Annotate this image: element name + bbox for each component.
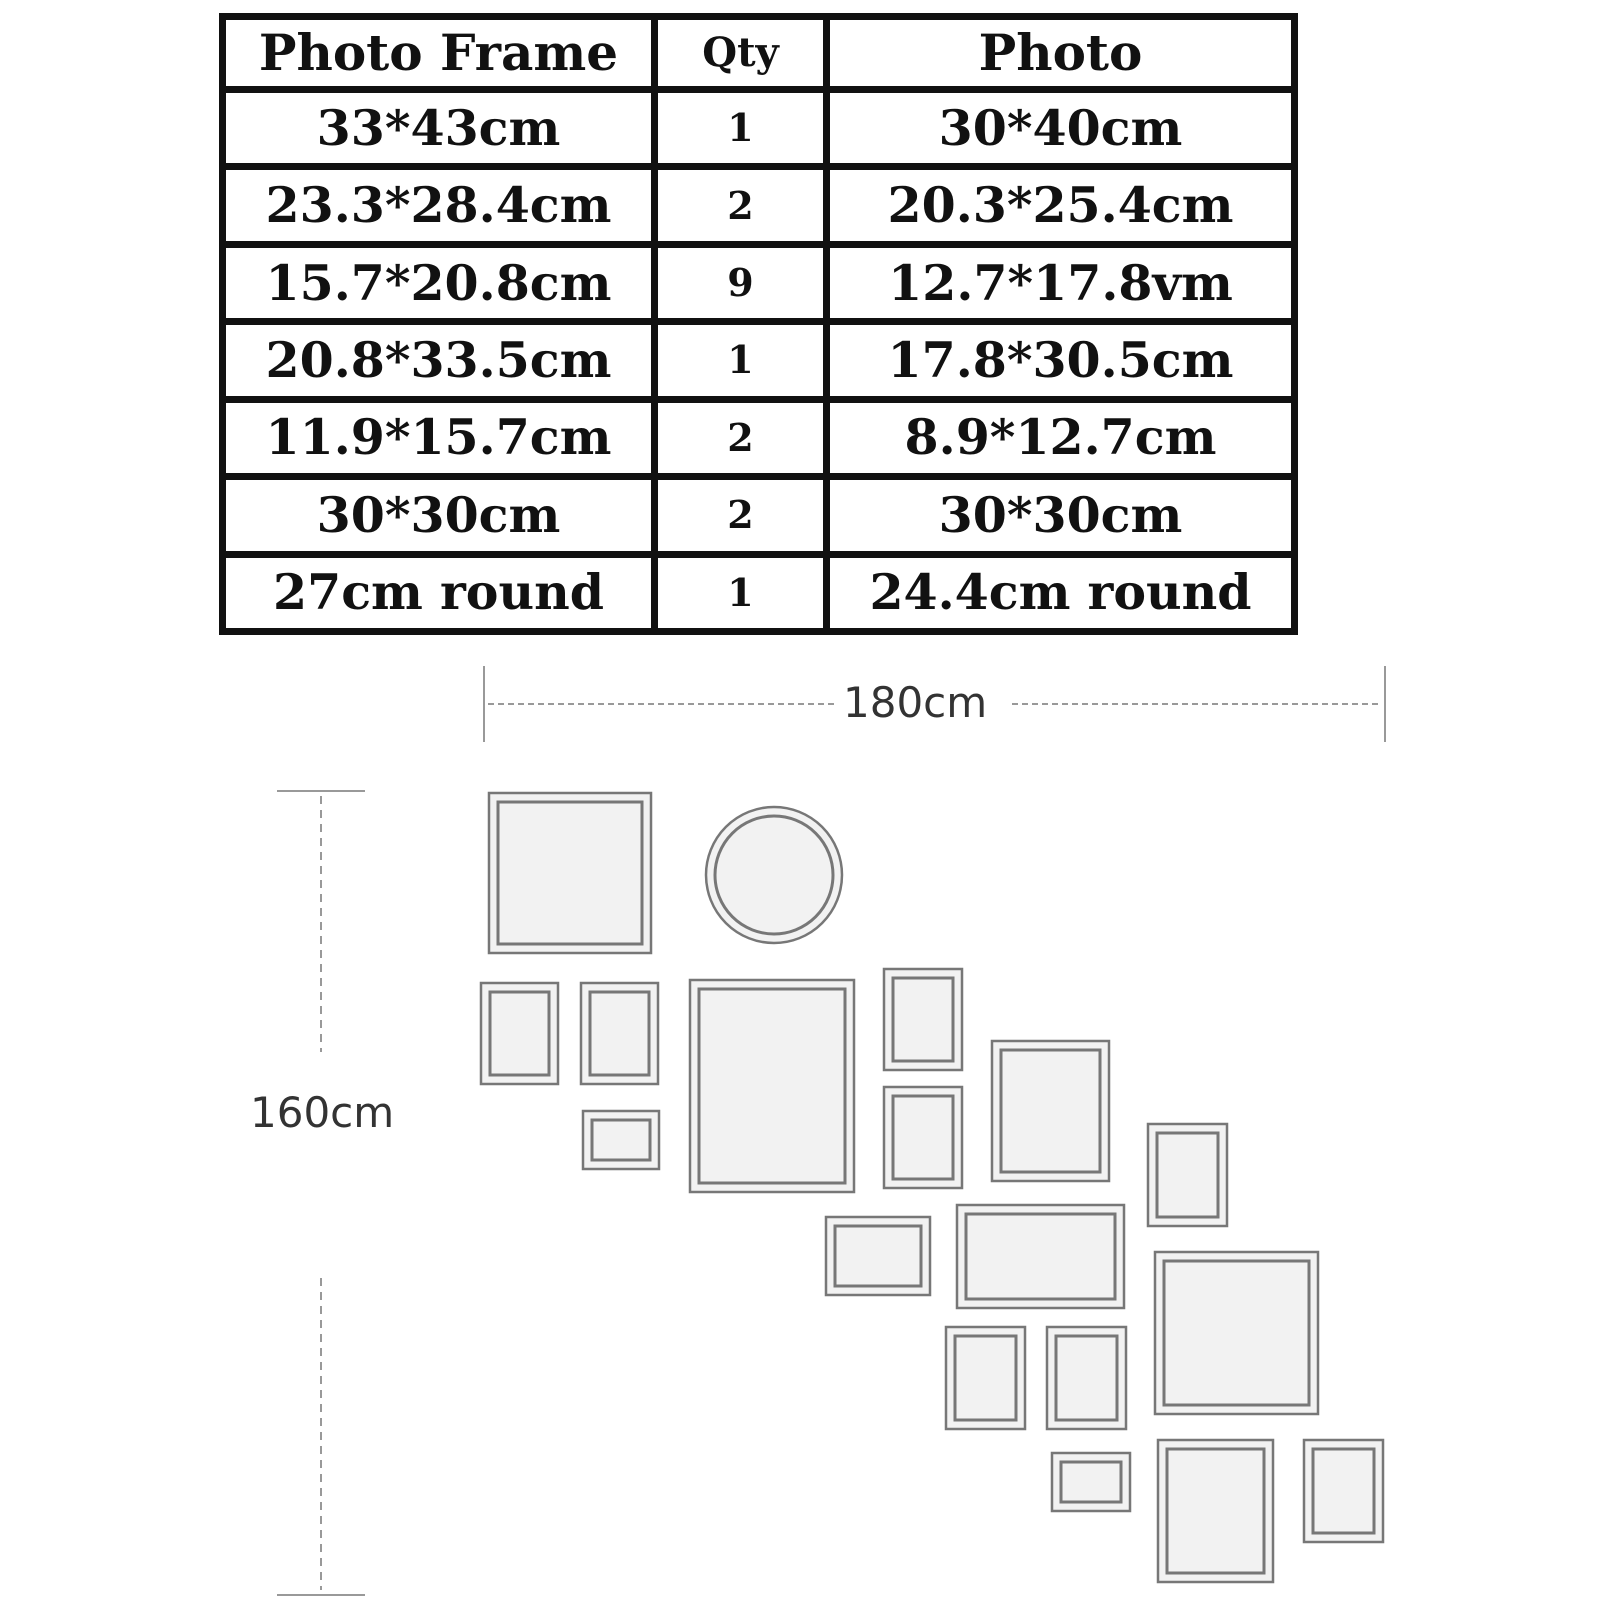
frame-small-15x20 xyxy=(884,1087,962,1188)
frame-arrangement-drawing xyxy=(0,660,1600,1600)
frame-small-15x20 xyxy=(946,1327,1025,1429)
table-row xyxy=(223,399,1295,476)
frame-tiny-landscape xyxy=(583,1111,659,1169)
frame-medium-23x28 xyxy=(992,1041,1109,1181)
table-header-row xyxy=(223,17,1295,90)
table-row xyxy=(223,244,1295,321)
table-row xyxy=(223,554,1295,631)
frame-size-cell: 11.9*15.7cm xyxy=(223,399,655,476)
frame-size-cell: 27cm round xyxy=(223,554,655,631)
frame-square-30x30 xyxy=(1155,1252,1318,1414)
frame-size-cell: 33*43cm xyxy=(223,90,655,167)
table-row xyxy=(223,322,1295,399)
qty-cell: 2 xyxy=(655,167,827,244)
frame-small-15x20 xyxy=(884,969,962,1070)
frame-medium-23x28 xyxy=(1158,1440,1273,1582)
width-dimension-label: 180cm xyxy=(843,678,988,727)
frame-small-15x20 xyxy=(481,983,558,1084)
header-photo: Photo xyxy=(827,17,1295,90)
frame-small-15x20 xyxy=(1148,1124,1227,1226)
photo-size-cell: 30*30cm xyxy=(827,477,1295,554)
frame-small-15x20 xyxy=(581,983,658,1084)
frame-size-cell: 15.7*20.8cm xyxy=(223,244,655,321)
frame-wide-20x33 xyxy=(957,1205,1124,1308)
height-dimension-label: 160cm xyxy=(250,1088,395,1137)
height-dimension-line xyxy=(277,791,365,1595)
photo-size-cell: 24.4cm round xyxy=(827,554,1295,631)
photo-size-cell: 20.3*25.4cm xyxy=(827,167,1295,244)
qty-cell: 1 xyxy=(655,90,827,167)
photo-size-cell: 8.9*12.7cm xyxy=(827,399,1295,476)
frame-size-cell: 23.3*28.4cm xyxy=(223,167,655,244)
frame-large-33x43 xyxy=(690,980,854,1192)
frame-size-cell: 20.8*33.5cm xyxy=(223,322,655,399)
frame-spec-table xyxy=(219,13,1298,635)
qty-cell: 2 xyxy=(655,477,827,554)
frame-round-27cm xyxy=(706,807,842,943)
frame-size-cell: 30*30cm xyxy=(223,477,655,554)
frame-square-30x30 xyxy=(489,793,651,953)
frame-tiny-landscape xyxy=(1052,1453,1130,1511)
header-qty: Qty xyxy=(655,17,827,90)
frame-small-15x20 xyxy=(1047,1327,1126,1429)
header-photo-frame: Photo Frame xyxy=(223,17,655,90)
table-row xyxy=(223,90,1295,167)
qty-cell: 9 xyxy=(655,244,827,321)
table-row xyxy=(223,167,1295,244)
table-row xyxy=(223,477,1295,554)
photo-size-cell: 12.7*17.8vm xyxy=(827,244,1295,321)
frame-small-15x20 xyxy=(1304,1440,1383,1542)
qty-cell: 1 xyxy=(655,322,827,399)
photo-size-cell: 17.8*30.5cm xyxy=(827,322,1295,399)
qty-cell: 2 xyxy=(655,399,827,476)
wall-layout-diagram xyxy=(0,660,1600,1600)
frame-small-landscape xyxy=(826,1217,930,1295)
photo-size-cell: 30*40cm xyxy=(827,90,1295,167)
qty-cell: 1 xyxy=(655,554,827,631)
